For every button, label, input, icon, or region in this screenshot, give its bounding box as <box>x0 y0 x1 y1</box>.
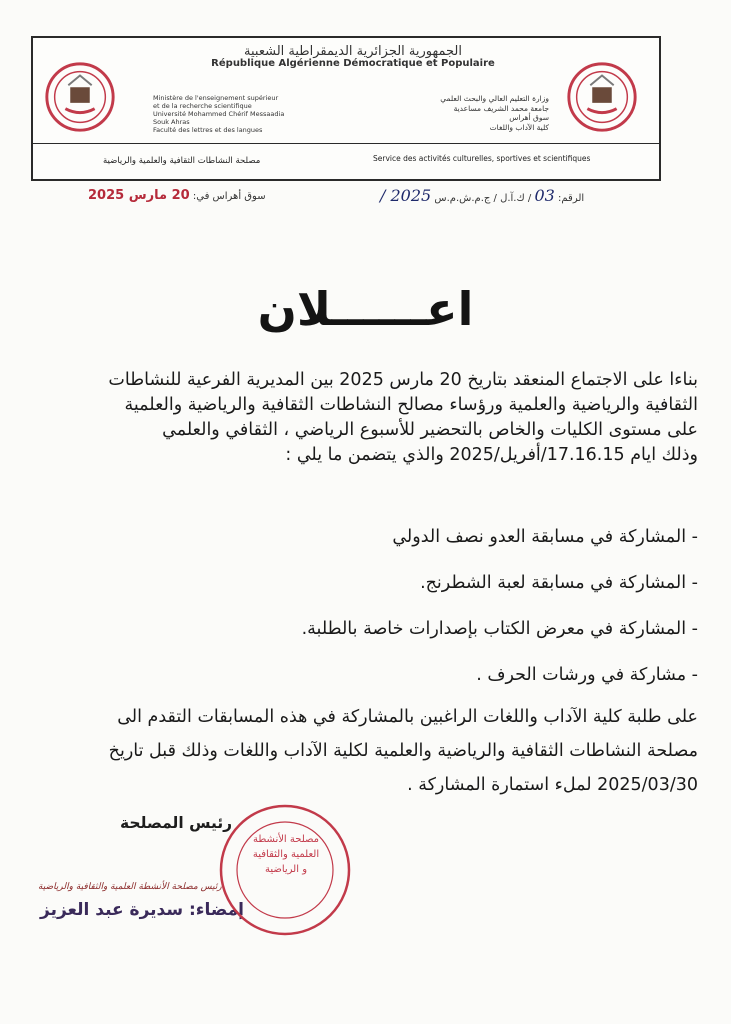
date-stamp: 20 مارس 2025 <box>88 188 190 203</box>
stamp-text: مصلحة الأنشطة العلمية والثقافية و الرياضية <box>252 834 320 875</box>
service-arabic: مصلحة النشاطات الثقافية والعلمية والرياضية <box>103 156 261 166</box>
list-item: - المشاركة في معرض الكتاب بإصدارات خاصة بالطلبة. <box>301 619 698 639</box>
announcement-body <box>38 368 698 468</box>
ref-mid: / ك.آ.ل / ج.م.ش.م.س <box>434 193 532 204</box>
republic-french: République Algérienne Démocratique et Populaire <box>211 58 495 69</box>
ministry-arabic: وزارة التعليم العالي والبحث العلمي جامعة محمد الشريف مساعدية سوق أهراس كلية الآداب واللغات <box>440 94 549 132</box>
service-french: Service des activités culturelles, sportives et scientifiques <box>373 154 591 163</box>
date-line <box>88 188 266 203</box>
list-item: - مشاركة في ورشات الحرف . <box>476 665 698 685</box>
reference-line <box>380 186 584 205</box>
letterhead <box>31 36 661 181</box>
list-item: - المشاركة في مسابقة العدو نصف الدولي <box>392 527 698 547</box>
university-logo-left <box>41 58 119 136</box>
republic-arabic: الجمهورية الجزائرية الديمقراطية الشعبية <box>244 44 462 59</box>
date-prefix: سوق أهراس في: <box>192 191 266 202</box>
closing-paragraph <box>38 700 698 802</box>
body-line: بناءا على الاجتماع المنعقد بتاريخ 20 مارس 2025 بين المديرية الفرعية للنشاطات <box>108 370 698 390</box>
body-line: الثقافية والرياضية والعلمية ورؤساء مصالح النشاطات الثقافية والرياضية والعلمية <box>124 395 698 415</box>
closing-line: على طلبة كلية الآداب واللغات الراغبين بالمشاركة في هذه المسابقات التقدم الى <box>117 707 698 727</box>
ref-year: 2025 / <box>380 186 432 205</box>
university-logo-right <box>563 58 641 136</box>
list-item: - المشاركة في مسابقة لعبة الشطرنج. <box>420 573 698 593</box>
header-divider <box>33 143 659 144</box>
activities-list <box>38 514 698 698</box>
ref-prefix: الرقم: <box>558 193 585 204</box>
ministry-french: Ministère de l'enseignement supérieur et de la recherche scientifique Université Mohammed Chérif Messaadia Souk Ahras Faculté des lettres et des langues <box>153 94 285 134</box>
body-line: وذلك ايام 17.16.15/أفريل/2025 والذي يتضمن ما يلي : <box>285 445 698 465</box>
signature-role: رئيس مصلحة الأنشطة العلمية والثقافية والرياضية <box>38 882 222 892</box>
closing-line: 2025/03/30 لملء استمارة المشاركة . <box>407 775 698 795</box>
closing-line: مصلحة النشاطات الثقافية والرياضية والعلمية لكلية الآداب واللغات وذلك قبل تاريخ <box>108 741 698 761</box>
announcement-title: اعــــــلان <box>257 282 474 336</box>
body-line: على مستوى الكليات والخاص بالتحضير للأسبوع الرياضي ، الثقافي والعلمي <box>162 420 698 440</box>
signature-title: رئيس المصلحة <box>120 814 233 832</box>
ref-number: 03 <box>534 186 555 205</box>
signature-name: إمضاء: سديرة عبد العزيز <box>40 900 244 920</box>
